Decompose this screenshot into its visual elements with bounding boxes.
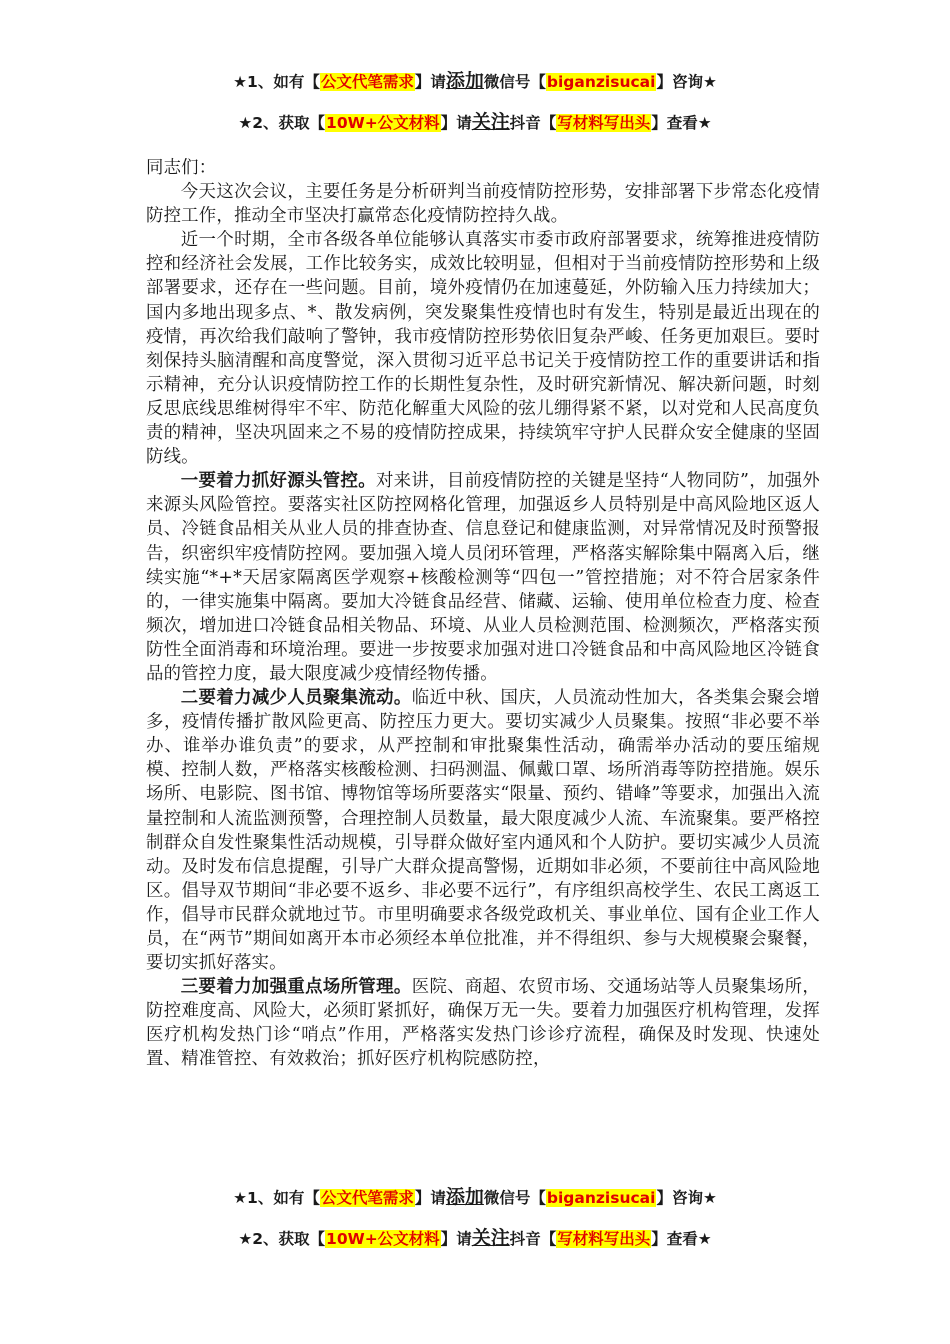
footer-promo-line-2 — [0, 1226, 950, 1251]
paragraph-situation: 近一个时期，全市各级各单位能够认真落实市委市政府部署要求，统筹推进疫情防控和经济社会发展，工作比较务实，成效比较明显，但相对于当前疫情防控形势和上级部署要求，还存在一些问题。目前，境外疫情仍在加速蔓延，外防输入压力持续加大；国内多地出现多点、*、散发病例，突发聚集性疫情也时有发生，特别是最近出现在的疫情，再次给我们敲响了警钟，我市疫情防控形势依旧复杂严峻、任务更加艰巨。要时刻保持头脑清醒和高度警觉，深入贯彻习近平总书记关于疫情防控工作的重要讲话和指示精神，充分认识疫情防控工作的长期性复杂性，及时研究新情况、解决新问题，时刻反思底线思维树得牢不牢、防范化解重大风险的弦儿绷得紧不紧，以对党和人民高度负责的精神，坚决巩固来之不易的疫情防控成果，持续筑牢守护人民群众安全健康的坚固防线。 — [146, 230, 820, 468]
promo-highlight: biganzisucai — [546, 73, 656, 91]
promo-highlight: 公文代笔需求 — [320, 73, 414, 91]
promo-highlight: 10W+公文材料 — [326, 114, 440, 132]
promo-text: ★2、获取【 — [238, 114, 326, 132]
promo-highlight: biganzisucai — [546, 1189, 656, 1207]
promo-text: 】咨询★ — [656, 73, 717, 91]
section-3-body: 医院、商超、农贸市场、交通场站等人员聚集场所，防控难度高、风险大，必须盯紧抓好，确保万无一失。要着力加强医疗机构管理，发挥医疗机构发热门诊“哨点”作用，严格落实发热门诊诊疗流程，确保及时发现、快速处置、精准管控、有效救治；抓好医疗机构院感防控， — [146, 977, 820, 1070]
promo-text: 】查看★ — [651, 1230, 712, 1248]
paragraph-section-2 — [146, 686, 820, 975]
salutation: 同志们： — [146, 158, 217, 178]
promo-text: 】请 — [440, 114, 472, 132]
promo-text: 】请 — [414, 1189, 446, 1207]
section-2-body: 临近中秋、国庆，人员流动性加大，各类集会聚会增多，疫情传播扩散风险更高、防控压力更大。要切实减少人员聚集。按照“非必要不举办、谁举办谁负责”的要求，从严控制和审批聚集性活动，确需举办活动的要压缩规模、控制人数，严格落实核酸检测、扫码测温、佩戴口罩、场所消毒等防控措施。娱乐场所、电影院、图书馆、博物馆等场所要落实“限量、预约、错峰”等要求，加强出入流量控制和人流监测预警，合理控制人员数量，最大限度减少人流、车流聚集。要严格控制群众自发性聚集性活动规模，引导群众做好室内通风和个人防护。要切实减少人员流动。及时发布信息提醒，引导广大群众提高警惕，近期如非必须，不要前往中高风险地区。倡导双节期间“非必要不返乡、非必要不远行”，有序组织高校学生、农民工离返工作，倡导市民群众就地过节。市里明确要求各级党政机关、事业单位、国有企业工作人员，在“两节”期间如离开本市必须经本单位批准，并不得组织、参与大规模聚会聚餐，要切实抓好落实。 — [146, 688, 820, 974]
promo-emphasis: 添加 — [445, 70, 484, 92]
promo-text: 微信号【 — [483, 1189, 546, 1207]
promo-highlight: 10W+公文材料 — [326, 1230, 440, 1248]
promo-text: 微信号【 — [483, 73, 546, 91]
promo-emphasis: 添加 — [445, 1186, 484, 1208]
promo-text: 抖音【 — [509, 1230, 557, 1248]
promo-text: ★1、如有【 — [233, 73, 320, 91]
promo-text: 】查看★ — [651, 114, 712, 132]
promo-text: 】请 — [440, 1230, 472, 1248]
promo-emphasis: 关注 — [471, 1227, 510, 1249]
promo-text: 抖音【 — [509, 114, 557, 132]
paragraph-intro: 今天这次会议，主要任务是分析研判当前疫情防控形势，安排部署下步常态化疫情防控工作，推动全市坚决打赢常态化疫情防控持久战。 — [146, 182, 820, 227]
section-3-title: 三要着力加强重点场所管理。 — [180, 977, 412, 998]
promo-text: 】咨询★ — [656, 1189, 717, 1207]
section-1-body: 对来讲，目前疫情防控的关键是坚持“人物同防”，加强外来源头风险管控。要落实社区防控网格化管理，加强返乡人员特别是中高风险地区返人员、冷链食品相关从业人员的排查协查、信息登记和健康监测，对异常情况及时预警报告，织密织牢疫情防控网。要加强入境人员闭环管理，严格落实解除集中隔离入后，继续实施“*+*天居家隔离医学观察+核酸检测等“四包一”管控措施；对不符合居家条件的，一律实施集中隔离。要加大冷链食品经营、储藏、运输、使用单位检查力度、检查频次，增加进口冷链食品相关物品、环境、从业人员检测范围、检测频次，严格落实预防性全面消毒和环境治理。要进一步按要求加强对进口冷链食品和中高风险地区冷链食品的管控力度，最大限度减少疫情经物传播。 — [146, 471, 821, 684]
promo-emphasis: 关注 — [471, 111, 510, 133]
header-promo-line-2 — [0, 110, 950, 135]
promo-highlight: 写材料写出头 — [557, 114, 651, 132]
section-1-title: 一要着力抓好源头管控。 — [180, 471, 376, 492]
promo-text: 】请 — [414, 73, 446, 91]
header-promo-line-1 — [0, 69, 950, 94]
footer-promo-line-1 — [0, 1185, 950, 1210]
promo-text: ★1、如有【 — [233, 1189, 320, 1207]
promo-highlight: 写材料写出头 — [557, 1230, 651, 1248]
paragraph-section-1 — [146, 469, 820, 686]
promo-highlight: 公文代笔需求 — [320, 1189, 414, 1207]
document-body — [146, 156, 820, 1072]
paragraph-section-3 — [146, 975, 820, 1071]
section-2-title: 二要着力减少人员聚集流动。 — [180, 688, 412, 709]
promo-text: ★2、获取【 — [238, 1230, 326, 1248]
